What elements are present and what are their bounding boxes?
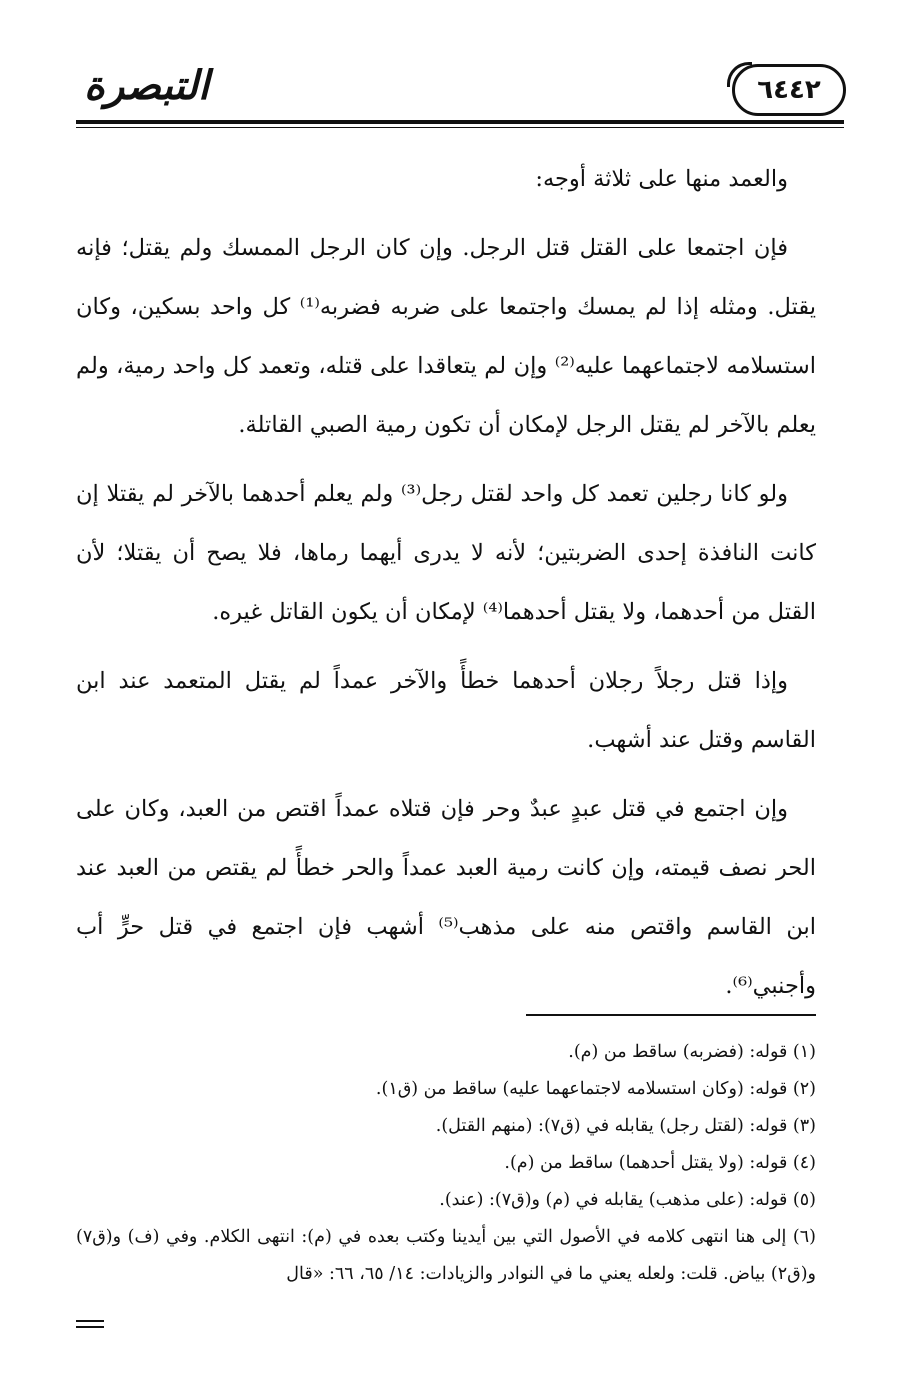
paragraph: وإن اجتمع في قتل عبدٍ عبدٌ وحر فإن قتلاه عمداً اقتص من العبد، وكان على الحر نصف قيمته، وإن كانت رمية العبد عمداً والحر خطأً لم يقتص من العبد عند ابن القاسم واقتص منه على مذهب⁽⁵⁾ أشهب فإن اجتمع في قتل حرٍّ أب وأجنبي⁽⁶⁾.: [76, 796, 816, 999]
footnote: (١) قوله: (فضربه) ساقط من (م).: [568, 1042, 816, 1062]
footnote: (٣) قوله: (لقتل رجل) يقابله في (ق٧): (منهم القتل).: [435, 1116, 816, 1136]
paragraph: فإن اجتمعا على القتل قتل الرجل. وإن كان الرجل الممسك ولم يقتل؛ فإنه يقتل. ومثله إذا لم يمسك واجتمعا على ضربه فضربه⁽¹⁾ كل واحد بسكين، وكان استسلامه لاجتماعهما عليه⁽²⁾ وإن لم يتعاقدا على قتله، وتعمد كل واحد رمية، ولم يعلم بالآخر لم يقتل الرجل لإمكان أن تكون رمية الصبي القاتلة.: [76, 235, 816, 438]
book-title: التبصرة: [84, 62, 210, 109]
header-rule-thick: [76, 120, 844, 124]
page-number-badge: [732, 64, 846, 116]
continuation-mark-second: [76, 1326, 104, 1328]
header-rule-thin: [76, 127, 844, 128]
page-number: ٦٤٤٢: [757, 75, 821, 105]
paragraph: والعمد منها على ثلاثة أوجه:: [535, 166, 788, 192]
paragraph: ولو كانا رجلين تعمد كل واحد لقتل رجل⁽³⁾ ولم يعلم أحدهما بالآخر لم يقتلا إن كانت النافذة إحدى الضربتين؛ لأنه لا يدرى أيهما رماها، فلا يصح أن يقتلا؛ لأن القتل من أحدهما، ولا يقتل أحدهما⁽⁴⁾ لإمكان أن يكون القاتل غيره.: [76, 481, 816, 625]
footnote-divider: [526, 1014, 816, 1016]
footnotes: [76, 1034, 816, 1293]
footnote: (٥) قوله: (على مذهب) يقابله في (م) و(ق٧): (عند).: [439, 1190, 816, 1210]
footnote: (٦) إلى هنا انتهى كلامه في الأصول التي بين أيدينا وكتب بعده في (م): انتهى الكلام. وفي (ف) و(ق٧) و(ق٢) بياض. قلت: ولعله يعني ما في النوادر والزيادات: ١٤/ ٦٥، ٦٦: «قال: [76, 1227, 816, 1284]
footnote: (٢) قوله: (وكان استسلامه لاجتماعهما عليه) ساقط من (ق١).: [375, 1079, 816, 1099]
page-header: [76, 50, 844, 128]
main-text: [76, 150, 816, 1026]
paragraph: وإذا قتل رجلاً رجلان أحدهما خطأً والآخر عمداً لم يقتل المتعمد عند ابن القاسم وقتل عند أشهب.: [76, 668, 816, 753]
continuation-mark: [76, 1320, 104, 1322]
footnote: (٤) قوله: (ولا يقتل أحدهما) ساقط من (م).: [504, 1153, 816, 1173]
